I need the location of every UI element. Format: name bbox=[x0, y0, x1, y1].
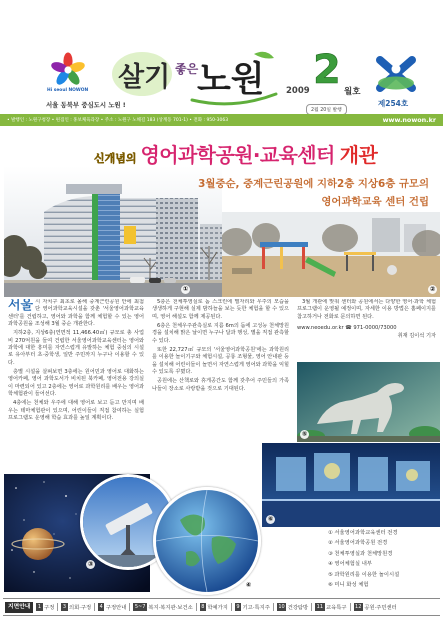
article-column-2 bbox=[152, 299, 289, 467]
exhibit-hall-photo bbox=[262, 443, 440, 527]
title-part-1: 살기 bbox=[118, 62, 171, 93]
photo-marker-2: ② bbox=[429, 285, 436, 293]
apartment-building bbox=[156, 198, 198, 286]
index-item: 5~7 복지·복지관·보건소 bbox=[129, 603, 192, 611]
caption-item: ② 서울영어과학공원 전경 bbox=[328, 540, 388, 547]
issue-month: 2 bbox=[313, 47, 341, 93]
globe-photo bbox=[153, 487, 261, 595]
index-item: 10 건강탐방 bbox=[273, 603, 308, 611]
article-column-3 bbox=[297, 299, 436, 361]
article-paragraph: 5층은 천체투영실로 돔 스크린에 별자리와 우주의 모습을 생생하게 구현해 실제 밤하늘을 보는 듯한 체험을 할 수 있으며, 영어 해설도 함께 제공된다. bbox=[152, 299, 289, 320]
caption-item: ⑤ 과학원리를 이용한 놀이시설 bbox=[328, 571, 400, 578]
index-item: 11 교육특구 bbox=[311, 603, 346, 611]
article-paragraph: 3월 개관에 맞춰 센터와 공원에서는 다양한 영어·과학 체험 프로그램이 운영될 예정이며, 자세한 이용 방법은 홈페이지를 참고하거나 전화로 문의하면 된다. bbox=[297, 299, 436, 320]
article-paragraph: 층별 시설을 살펴보면 3층에는 원어민과 영어로 대화하는 영어카페, 영어 과학도서가 비치된 북카페, 영어전용 강의실이 마련되어 있고 2층에는 영어로 과학원리를 배우는 영어과학체험관이 들어선다. bbox=[8, 369, 144, 398]
issue-year: 2009 bbox=[286, 86, 310, 96]
subheadline-line-2: 영어과학교육 센터 건립 bbox=[321, 196, 429, 208]
article-paragraph: 서울 시 자치구 최초로 올해 중계근린공원 안에 최첨단 영어과학교육시설을 갖춘 '서울영어과학교육센터'를 건립하고, 영어와 과학을 함께 체험할 수 있는 영어과학공원을 조성해 3월 중순 개관한다. bbox=[8, 299, 144, 328]
photo-marker-1: ① bbox=[182, 285, 189, 293]
caption-item: ④ 영어체험실 내부 bbox=[328, 561, 372, 568]
issue-number: 제254호 bbox=[378, 99, 409, 108]
article-paragraph: 4층에는 천체와 우주에 대해 영어로 보고 듣고 만지며 배우는 테마체험관이 있으며, 어린이들이 직접 참여하는 실험 프로그램도 운영해 학습 효과를 높일 계획이다. bbox=[8, 400, 144, 422]
drop-cap: 서울 bbox=[8, 299, 34, 313]
contact-info: www.neoedu.or.kr ☎ 971-0000/73000 bbox=[297, 325, 397, 332]
planet bbox=[22, 528, 54, 560]
article-paragraph: 6층은 천체우주관측실로 지름 6m의 돔에 고성능 천체망원경을 설치해 맑은 날이면 누구나 달과 행성, 별을 직접 관측할 수 있다. bbox=[152, 323, 289, 344]
index-item: 1 구정 bbox=[37, 604, 55, 611]
slogan: 서울 동북부 중심도시 노원 ! bbox=[46, 101, 126, 109]
publisher-info: • 발행인 : 노원구청장 • 편집인 : 홍보체육과장 • 주소 : 노원구 노해길 183 (상계동 701-1) • 전화 : 950-3063 bbox=[7, 118, 229, 123]
headline-end: 개관 bbox=[339, 143, 378, 167]
title-part-3: 노원 bbox=[197, 60, 265, 100]
photo-marker-5: ⑤ bbox=[301, 430, 308, 438]
photo-captions bbox=[328, 528, 441, 592]
subheadline-line-1: 3월중순, 중계근린공원에 지하2층 지상6층 규모의 bbox=[198, 178, 429, 190]
index-item: 9 기고·특지주 bbox=[231, 603, 270, 611]
article-paragraph: 공원에는 산책로와 휴게공간도 함께 갖추어 주민들의 가족 나들이 장소로 사랑받을 것으로 기대된다. bbox=[152, 378, 289, 392]
title-part-2: 좋은 bbox=[175, 62, 199, 76]
article-column-1 bbox=[8, 299, 144, 472]
index-item: 4 구정안내 bbox=[94, 603, 126, 611]
photo-marker-4: ④ bbox=[245, 581, 252, 589]
website-url: www.nowon.kr bbox=[382, 116, 436, 124]
article-paragraph: 지하2층, 지상6층(연면적 11,466.40㎡) 규모로 총 사업비 270억원을 들여 건립한 서울영어과학교육센터는 영어와 과학에 대한 흥미를 자연스럽게 유발하는 체험 중심의 시설로 유아부터 초·중학생, 일반 주민까지 누구나 이용할 수 있다. bbox=[8, 330, 144, 366]
dinosaur-exhibit-photo bbox=[297, 362, 440, 442]
science-park-photo bbox=[222, 212, 440, 297]
photo-marker-3: ③ bbox=[87, 560, 94, 568]
issue-date: 2월 20일 발행 bbox=[306, 104, 347, 115]
article-paragraph: 또한 22,727㎡ 규모의 '서울영어과학공원'에는 과학원리를 이용한 놀이기구와 체험시설, 공룡 조형물, 영어 안내판 등을 설치해 어린이들이 놀면서 자연스럽게 영어와 과학을 익힐 수 있도록 꾸몄다. bbox=[152, 347, 289, 376]
headline-main: 영어과학공원·교육센터 bbox=[140, 143, 335, 167]
headline-kicker: 신개념의 bbox=[94, 152, 137, 165]
nowon-logo-icon bbox=[46, 51, 90, 89]
publisher-info-bar bbox=[0, 114, 443, 126]
district-emblem-icon bbox=[373, 54, 419, 96]
byline: 취재 김이석 기자 bbox=[397, 333, 436, 340]
index-item: 8 학예가지 bbox=[196, 603, 228, 611]
photo-marker-6: ⑥ bbox=[267, 515, 274, 523]
page-index-bar bbox=[3, 598, 440, 616]
index-item: 3 의회·구정 bbox=[57, 603, 91, 611]
caption-item: ⑥ 미니 화성 체험 bbox=[328, 582, 369, 589]
logo-wordmark: Hi seoul NOWON bbox=[47, 88, 89, 93]
issue-month-suffix: 월호 bbox=[344, 87, 361, 97]
caption-item: ① 서울영어과학교육센터 전경 bbox=[328, 530, 398, 536]
caption-item: ③ 천체투영실과 천체망원경 bbox=[328, 550, 393, 557]
center-building bbox=[44, 196, 92, 286]
headline bbox=[94, 139, 426, 169]
index-item: 12 공원·주민센터 bbox=[350, 603, 397, 611]
index-label: 지면안내 bbox=[5, 602, 33, 613]
